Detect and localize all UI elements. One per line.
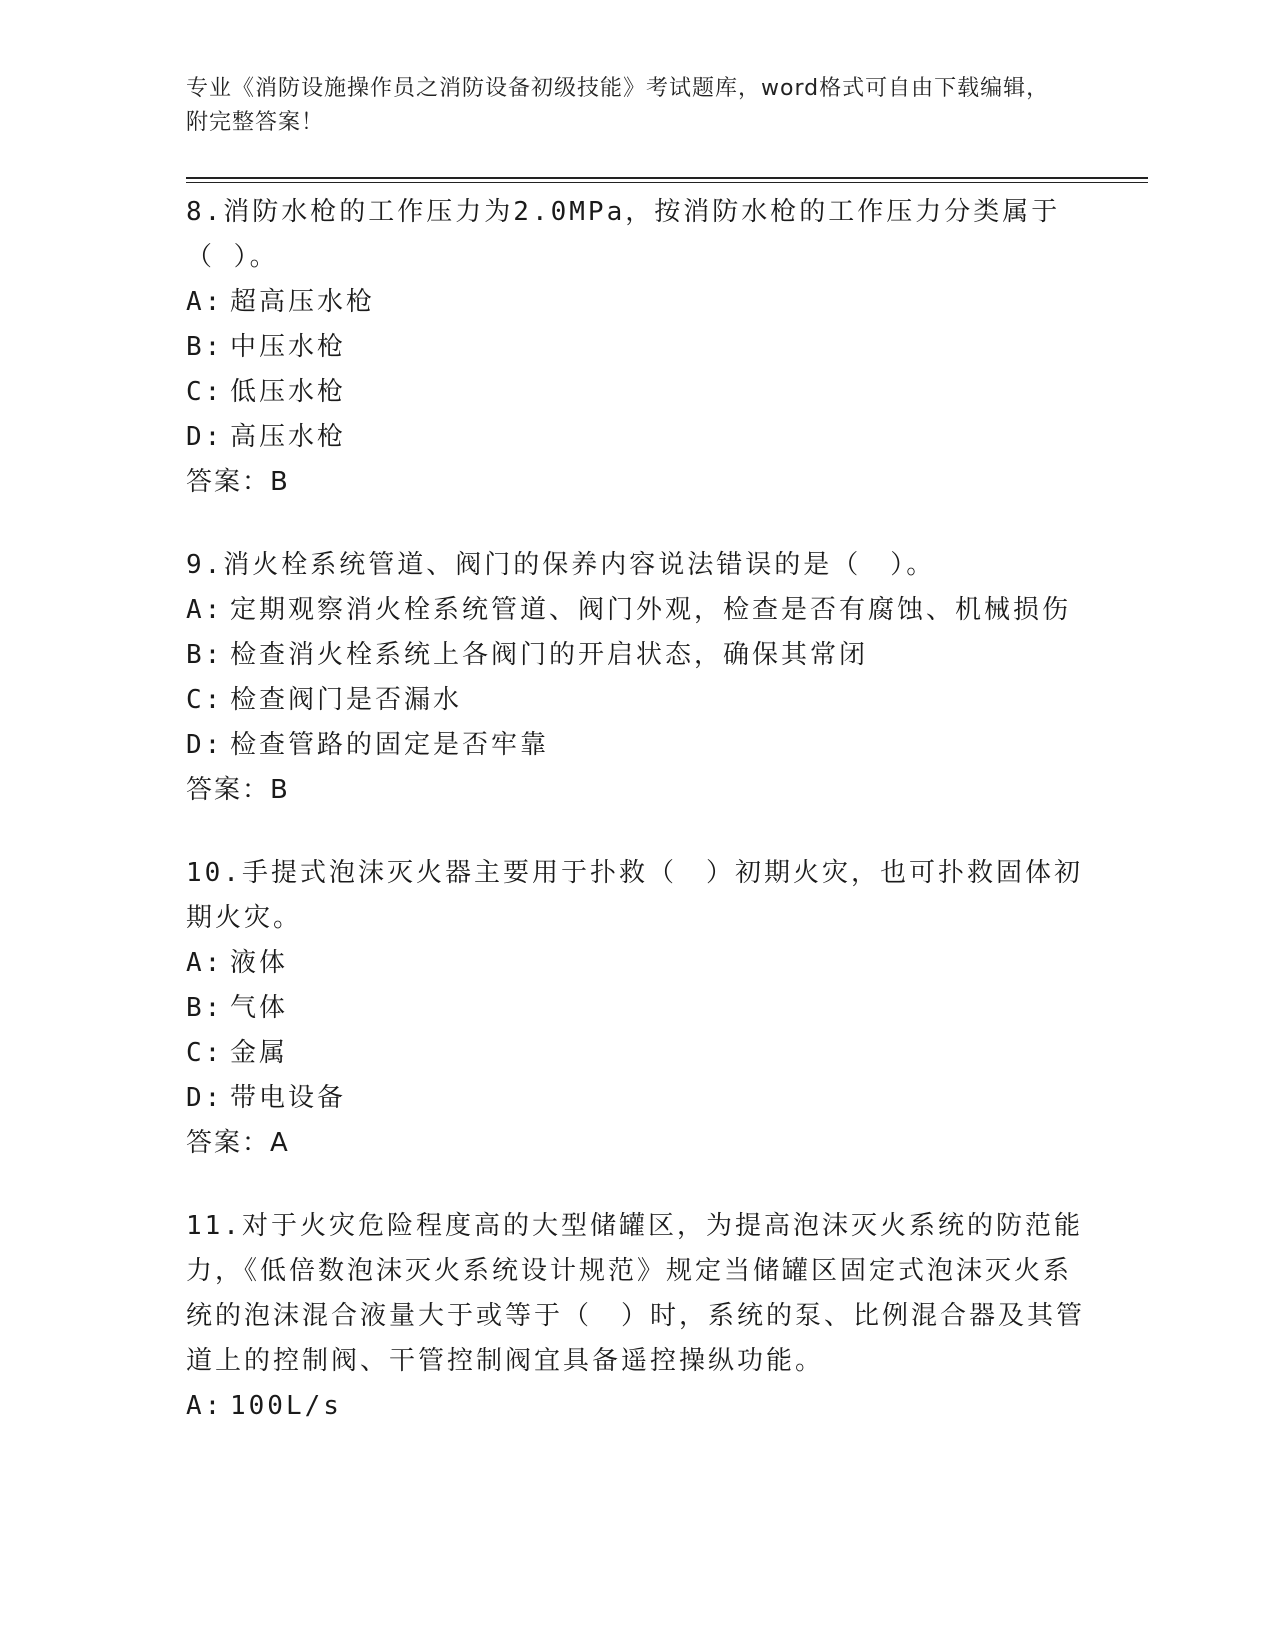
option-a [186, 1384, 1086, 1429]
question-list [186, 190, 1086, 1467]
option-text: 高压水枪 [230, 422, 347, 452]
option-c [186, 678, 1086, 723]
question-stem: 11.对于火灾危险程度高的大型储罐区，为提高泡沫灭火系统的防范能力，《低倍数泡沫灭火系统设计规范》规定当储罐区固定式泡沫灭火系统的泡沫混合液量大于或等于（ ）时，系统的泵、比例混合器及其管道上的控制阀、干管控制阀宜具备遥控操纵功能。 [186, 1211, 1086, 1376]
option-text: 超高压水枪 [230, 287, 376, 317]
option-text: 液体 [230, 948, 289, 978]
option-text: 带电设备 [230, 1083, 347, 1113]
header-divider-thin [186, 182, 1148, 183]
page-header: 专业《消防设施操作员之消防设备初级技能》考试题库，word格式可自由下载编辑，附完整答案！ [186, 76, 1050, 135]
option-text: 低压水枪 [230, 377, 347, 407]
option-text: 中压水枪 [230, 332, 347, 362]
question-8 [186, 190, 1086, 505]
question-11 [186, 1204, 1086, 1429]
option-d [186, 1076, 1086, 1121]
question-stem: 10.手提式泡沫灭火器主要用于扑救（ ）初期火灾，也可扑救固体初期火灾。 [186, 858, 1083, 933]
option-letter: B: [186, 993, 224, 1023]
option-c [186, 370, 1086, 415]
option-letter: A: [186, 948, 224, 978]
option-letter: C: [186, 685, 224, 715]
option-text: 金属 [230, 1038, 289, 1068]
option-a [186, 588, 1086, 633]
answer-line: 答案：B [186, 775, 290, 805]
option-b [186, 325, 1086, 370]
question-10 [186, 851, 1086, 1166]
option-b [186, 986, 1086, 1031]
option-letter: C: [186, 377, 224, 407]
option-text: 100L/s [230, 1391, 342, 1421]
question-9 [186, 543, 1086, 813]
option-text: 定期观察消火栓系统管道、阀门外观，检查是否有腐蚀、机械损伤 [230, 595, 1072, 625]
option-text: 检查消火栓系统上各阀门的开启状态，确保其常闭 [230, 640, 869, 670]
option-letter: A: [186, 595, 224, 625]
answer-line: 答案：A [186, 1128, 290, 1158]
option-d [186, 723, 1086, 768]
option-text: 检查阀门是否漏水 [230, 685, 463, 715]
question-stem: 9.消火栓系统管道、阀门的保养内容说法错误的是（ ）。 [186, 550, 936, 580]
option-letter: C: [186, 1038, 224, 1068]
option-text: 气体 [230, 993, 289, 1023]
option-a [186, 280, 1086, 325]
option-b [186, 633, 1086, 678]
option-letter: B: [186, 640, 224, 670]
option-text: 检查管路的固定是否牢靠 [230, 730, 550, 760]
option-letter: D: [186, 422, 224, 452]
option-letter: A: [186, 287, 224, 317]
option-letter: A: [186, 1391, 224, 1421]
option-c [186, 1031, 1086, 1076]
option-letter: B: [186, 332, 224, 362]
option-d [186, 415, 1086, 460]
question-stem: 8.消防水枪的工作压力为2.0MPa，按消防水枪的工作压力分类属于（ ）。 [186, 197, 1061, 272]
option-a [186, 941, 1086, 986]
option-letter: D: [186, 1083, 224, 1113]
answer-line: 答案：B [186, 467, 290, 497]
header-divider [186, 177, 1148, 179]
option-letter: D: [186, 730, 224, 760]
